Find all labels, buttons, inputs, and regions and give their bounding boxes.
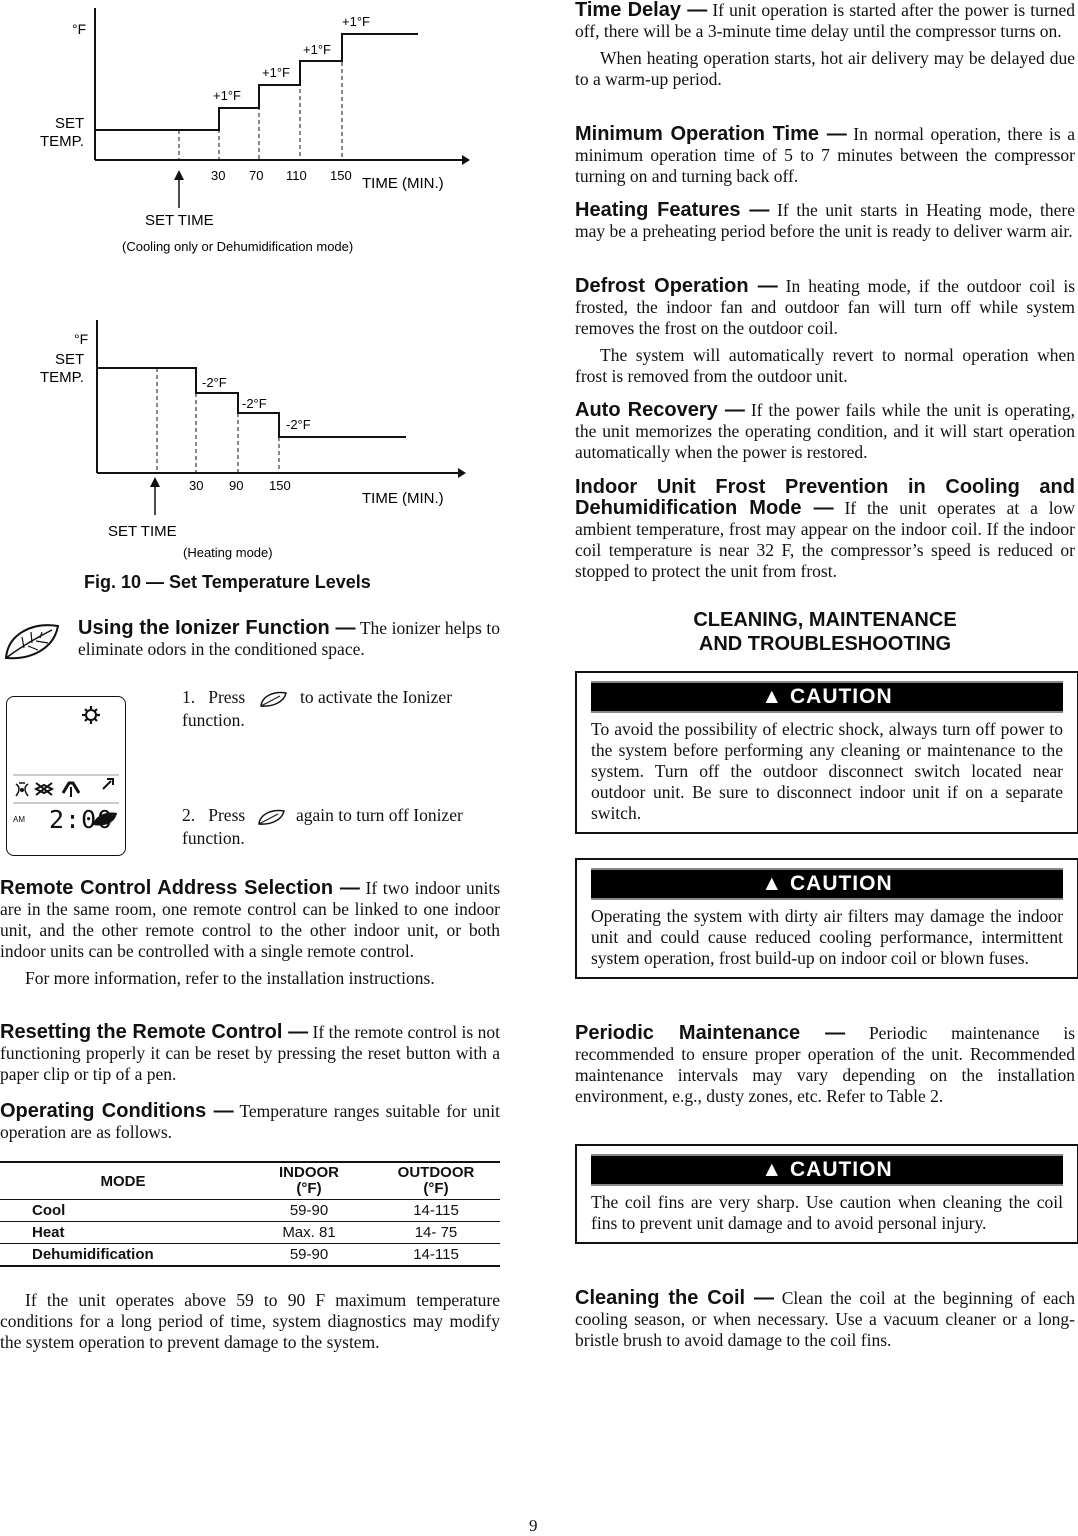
header-indoor <box>246 1162 372 1200</box>
row-mode: Dehumidification <box>0 1244 246 1267</box>
figure-title: Fig. 10 — Set Temperature Levels <box>84 572 371 592</box>
display-am: AM <box>13 815 25 824</box>
time-delay-section <box>575 0 1075 90</box>
cooling-step-2: +1°F <box>303 42 331 57</box>
table-row <box>0 1244 500 1267</box>
heating-step-0: -2°F <box>202 375 227 390</box>
operating-after <box>0 1290 500 1353</box>
periodic-text: Periodic maintenance is recommended to ensure proper operation of the unit. Recommended maintenance intervals may vary depending on the installation environment, e.g., dusty zones, etc. Refer to Table 2. <box>575 1023 1076 1106</box>
step-1-number: 1. <box>182 687 196 707</box>
caution-bar-1 <box>591 681 1063 713</box>
caution-box-1 <box>575 671 1078 834</box>
heating-set-temp-2: TEMP. <box>40 369 84 386</box>
table-header-row <box>0 1162 500 1200</box>
operating-heading: Operating Conditions — <box>0 1100 234 1122</box>
frost-prevention-heading: Indoor Unit Frost Prevention in Cooling and Dehumidification Mode — <box>575 476 1075 519</box>
min-op-heading: Minimum Operation Time — <box>575 123 847 145</box>
time-delay-text: If unit operation is started after the power is turned off, there will be a 3-minute time delay until the compressor turns on. <box>575 0 1075 41</box>
cooling-chart <box>0 0 500 265</box>
caution-box-3 <box>575 1144 1078 1244</box>
periodic-heading: Periodic Maintenance — <box>575 1022 846 1044</box>
remote-address-text: If two indoor units are in the same room, one remote control can be linked to one indoor unit, and the other remote control to the other indoor unit, or both indoor units can be controlled with a single remote control. <box>0 878 500 961</box>
heating-y-unit: °F <box>74 331 89 347</box>
row-indoor: 59-90 <box>246 1200 372 1222</box>
auto-recovery-heading: Auto Recovery — <box>575 399 745 421</box>
cooling-tick-2: 110 <box>286 168 307 183</box>
time-delay-heading: Time Delay — <box>575 0 708 21</box>
cooling-set-time: SET TIME <box>145 212 214 229</box>
row-outdoor: 14- 75 <box>372 1222 500 1244</box>
table-row <box>0 1222 500 1244</box>
cooling-set-temp-2: TEMP. <box>40 133 84 150</box>
remote-address-heading: Remote Control Address Selection — <box>0 877 360 899</box>
heating-set-time-arrowhead <box>150 477 160 487</box>
remote-display <box>6 696 126 856</box>
header-outdoor-unit: (°F) <box>423 1180 449 1197</box>
section-heading-line-2: AND TROUBLESHOOTING <box>698 633 952 655</box>
gear-icon <box>82 706 100 724</box>
swing-icon <box>63 783 79 797</box>
heating-tick-0: 30 <box>189 478 204 493</box>
heating-features-heading: Heating Features — <box>575 199 770 221</box>
warning-icon: ▲ <box>761 685 784 708</box>
ionizer-heading: Using the Ionizer Function — <box>78 617 356 639</box>
cooling-caption: (Cooling only or Dehumidification mode) <box>122 239 354 254</box>
header-indoor-label: INDOOR <box>279 1164 339 1181</box>
operating-table <box>0 1161 500 1267</box>
heating-step-2: -2°F <box>286 417 311 432</box>
caution-text-1: To avoid the possibility of electric shock, always turn off power to the system before performing any cleaning or maintenance to the system. Turn off the outdoor disconnect switch located near outdoor unit. Be sure to disconnect indoor unit if on a separate switch. <box>591 719 1063 823</box>
caution-text-3: The coil fins are very sharp. Use caution when cleaning the coil fins to prevent unit damage and to avoid personal injury. <box>591 1192 1063 1233</box>
defrost-text-2: The system will automatically revert to normal operation when frost is removed from the outdoor unit. <box>575 345 1075 386</box>
frost-prevention-section <box>575 477 1075 582</box>
heating-tick-1: 90 <box>229 478 244 493</box>
leaf-button-icon-2 <box>256 808 286 826</box>
resetting-heading: Resetting the Remote Control — <box>0 1021 309 1043</box>
row-outdoor: 14-115 <box>372 1244 500 1267</box>
resetting-text: If the remote control is not functioning properly it can be reset by pressing the reset button with a paper clip or tip of a pen. <box>0 1022 501 1084</box>
step-2-text: again to turn off Ionizer function. <box>182 805 463 848</box>
caution-label-2: CAUTION <box>789 872 893 895</box>
cooling-step-3: +1°F <box>342 14 370 29</box>
periodic-section <box>575 1023 1075 1107</box>
defrost-text: In heating mode, if the outdoor coil is frosted, the indoor fan and outdoor fan will turn off while system removes the frost on the outdoor coil. <box>575 276 1076 338</box>
heating-step-1: -2°F <box>242 396 267 411</box>
caution-label-1: CAUTION <box>789 685 893 708</box>
cooling-tick-0: 30 <box>211 168 226 183</box>
cleaning-coil-text: Clean the coil at the beginning of each cooling season, or when necessary. Use a vacuum cleaner or a long-bristle brush to avoid damage to the coil fins. <box>575 1288 1076 1350</box>
warning-icon: ▲ <box>761 872 784 895</box>
header-outdoor-label: OUTDOOR <box>397 1164 475 1181</box>
cleaning-coil-heading: Cleaning the Coil — <box>575 1287 774 1309</box>
operating-text: Temperature ranges suitable for unit operation are as follows. <box>0 1101 500 1142</box>
operating-after-text: If the unit operates above 59 to 90 F maximum temperature conditions for a long period of time, system diagnostics may modify the system operation to prevent damage to the system. <box>0 1290 500 1352</box>
resetting-section <box>0 1022 500 1085</box>
header-mode: MODE <box>100 1172 146 1190</box>
section-heading <box>575 608 1075 656</box>
heating-x-arrow <box>458 468 466 478</box>
cooling-x-label: TIME (MIN.) <box>362 175 444 192</box>
time-delay-text-2: When heating operation starts, hot air delivery may be delayed due to a warm-up period. <box>575 48 1075 89</box>
row-indoor: 59-90 <box>246 1244 372 1267</box>
table-row <box>0 1200 500 1222</box>
auto-recovery-text: If the power fails while the unit is operating, the unit memorizes the operating condition, and it will start operation automatically when the power is restored. <box>575 400 1076 462</box>
caution-bar-2 <box>591 868 1063 900</box>
step-1-press: Press <box>208 687 246 707</box>
heating-features-text: If the unit starts in Heating mode, there may be a preheating period before the unit is ready to deliver warm air. <box>575 200 1076 241</box>
heating-chart <box>0 310 500 565</box>
ionizer-paragraph <box>78 618 500 660</box>
signal-icon <box>103 779 113 789</box>
cooling-x-arrow <box>462 155 470 165</box>
min-op-text: In normal operation, there is a minimum operation time of 5 to 7 minutes between the compressor turning on and turning back off. <box>575 124 1075 186</box>
row-outdoor: 14-115 <box>372 1200 500 1222</box>
frost-prevention-text: If the unit operates at a low ambient temperature, frost may appear on the indoor coil. If the indoor coil temperature is near 32 F, the compressor’s speed is reduced or stopped to protect the unit from frost. <box>575 498 1075 581</box>
warning-icon: ▲ <box>761 1158 784 1181</box>
display-time: 2:00 <box>49 805 114 834</box>
row-mode: Heat <box>0 1222 246 1244</box>
heating-set-temp-1: SET <box>55 351 85 368</box>
ionizer-text: The ionizer helps to eliminate odors in the conditioned space. <box>78 618 500 659</box>
cleaning-coil-section <box>575 1288 1075 1351</box>
operating-section <box>0 1101 500 1143</box>
caution-box-2 <box>575 858 1078 979</box>
cooling-y-unit: °F <box>72 21 87 37</box>
heating-tick-2: 150 <box>269 478 291 493</box>
caution-bar-3 <box>591 1154 1063 1186</box>
remote-address-section <box>0 878 500 989</box>
leaf-button-icon <box>258 690 288 708</box>
row-mode: Cool <box>0 1200 246 1222</box>
cooling-tick-1: 70 <box>249 168 264 183</box>
cooling-tick-3: 150 <box>330 168 352 183</box>
caution-text-2: Operating the system with dirty air filters may damage the indoor unit and could cause reduced cooling performance, intermittent system operation, frost build-up on indoor coil or blown fuses. <box>591 906 1063 968</box>
fan-icon <box>16 783 28 796</box>
remote-address-text-2: For more information, refer to the installation instructions. <box>25 968 435 988</box>
step-2-press: Press <box>208 805 246 825</box>
ionizer-step-2 <box>182 804 500 850</box>
heating-caption: (Heating mode) <box>183 545 273 560</box>
leaf-icon <box>2 620 62 662</box>
heating-x-label: TIME (MIN.) <box>362 490 444 507</box>
heating-features-section <box>575 200 1075 242</box>
caution-label-3: CAUTION <box>789 1158 893 1181</box>
cooling-set-time-arrowhead <box>174 170 184 180</box>
fan-speed-icon <box>36 783 52 795</box>
heating-set-time: SET TIME <box>108 523 177 540</box>
min-op-section <box>575 124 1075 187</box>
cooling-step-1: +1°F <box>262 65 290 80</box>
cooling-set-temp-1: SET <box>55 115 85 132</box>
header-indoor-unit: (°F) <box>296 1180 322 1197</box>
defrost-heading: Defrost Operation — <box>575 275 778 297</box>
header-outdoor <box>372 1162 500 1200</box>
section-heading-line-1: CLEANING, MAINTENANCE <box>693 609 957 631</box>
step-2-number: 2. <box>182 805 196 825</box>
defrost-section <box>575 276 1075 387</box>
step-1-text: to activate the Ionizer function. <box>182 687 453 730</box>
cooling-step-0: +1°F <box>213 88 241 103</box>
cooling-step-line <box>95 34 418 130</box>
page-number: 9 <box>529 1516 538 1535</box>
ionizer-step-1 <box>182 686 500 732</box>
row-indoor: Max. 81 <box>246 1222 372 1244</box>
auto-recovery-section <box>575 400 1075 463</box>
